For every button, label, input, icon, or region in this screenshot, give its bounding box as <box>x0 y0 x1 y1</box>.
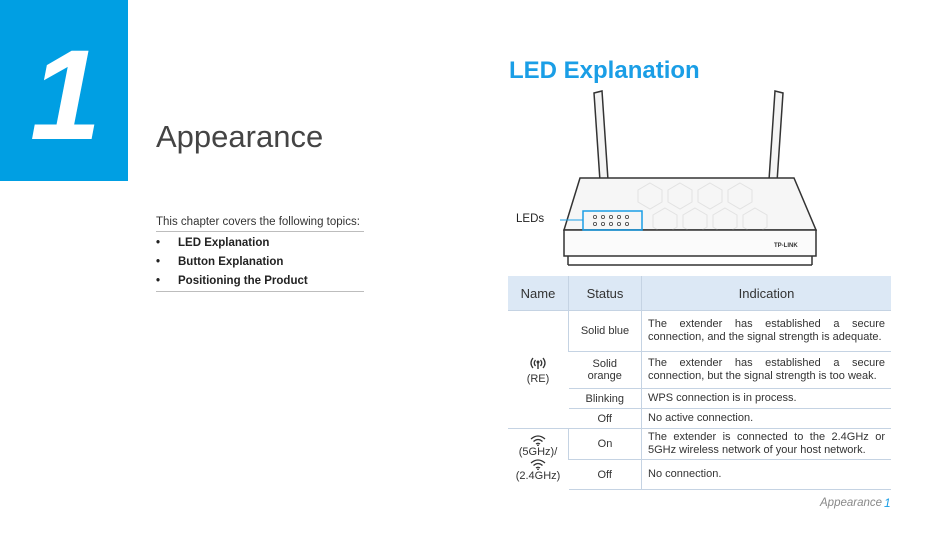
toc-intro: This chapter covers the following topics: <box>156 216 364 232</box>
status-cell: Solid orange <box>569 352 642 389</box>
router-brand: TP-LINK <box>774 243 798 249</box>
bullet-icon: • <box>156 275 161 287</box>
chapter-number: 1 <box>30 24 102 167</box>
wifi-24ghz-icon <box>514 459 562 470</box>
indication-cell: No active connection. <box>642 409 892 429</box>
header-name: Name <box>508 276 569 311</box>
toc-item-label: Positioning the Product <box>178 275 308 287</box>
wifi-name-cell <box>508 429 569 490</box>
indication-cell: The extender is connected to the 2.4GHz or 5GHz wireless network of your host network. <box>642 429 892 460</box>
table-row <box>508 311 891 352</box>
status-cell: Off <box>569 409 642 429</box>
re-name-cell <box>508 311 569 429</box>
table-row <box>508 429 891 460</box>
bullet-icon: • <box>156 237 161 249</box>
toc-item[interactable] <box>156 253 364 272</box>
indication-cell: No connection. <box>642 460 892 490</box>
indication-cell: The extender has established a secure connection, but the signal strength is too weak. <box>642 352 892 389</box>
table-header-row <box>508 276 891 311</box>
wifi-5ghz-icon <box>514 435 562 446</box>
wifi-24ghz-label: (2.4GHz) <box>515 470 561 483</box>
re-label: (RE) <box>526 372 550 385</box>
indication-cell: The extender has established a secure connection, and the signal strength is adequate. <box>642 311 892 352</box>
router-illustration <box>560 88 830 273</box>
status-cell: On <box>569 429 642 460</box>
status-cell: Blinking <box>569 389 642 409</box>
toc-item[interactable] <box>156 272 364 292</box>
toc-item-label: Button Explanation <box>178 256 284 268</box>
toc-list <box>156 234 364 292</box>
chapter-number-block <box>0 0 128 181</box>
toc-item[interactable] <box>156 234 364 253</box>
footer-label: Appearance <box>820 497 883 509</box>
header-status: Status <box>569 276 642 311</box>
leds-callout-label: LEDs <box>516 213 545 225</box>
wifi-5ghz-label: (5GHz)/ <box>518 446 558 459</box>
range-extender-icon <box>514 355 562 371</box>
bullet-icon: • <box>156 256 161 268</box>
header-indication: Indication <box>642 276 892 311</box>
led-table <box>508 276 891 490</box>
status-cell: Off <box>569 460 642 490</box>
page-number: 1 <box>884 496 891 510</box>
indication-cell: WPS connection is in process. <box>642 389 892 409</box>
status-cell: Solid blue <box>569 311 642 352</box>
toc-item-label: LED Explanation <box>178 237 270 249</box>
section-title: LED Explanation <box>509 57 700 84</box>
chapter-title: Appearance <box>156 119 324 154</box>
